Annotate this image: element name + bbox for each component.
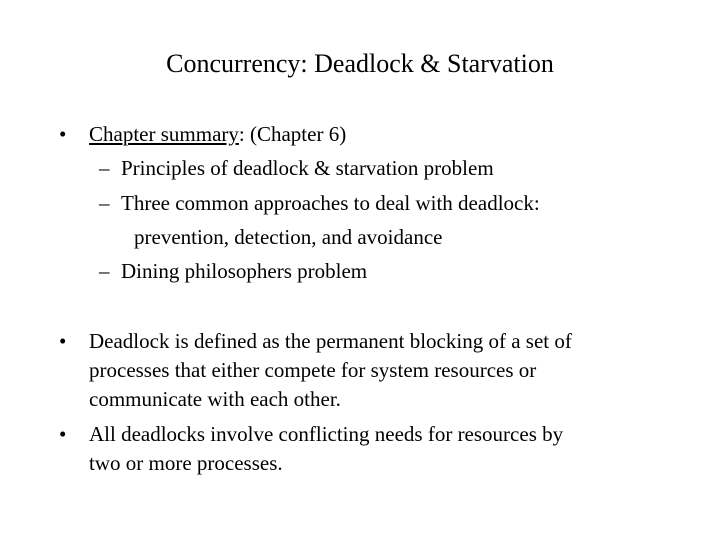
sub-bullet-marker: – bbox=[99, 259, 110, 283]
deadlock-definition-line-2: processes that either compete for system resources or bbox=[89, 358, 537, 382]
all-deadlocks-line-2: two or more processes. bbox=[89, 451, 283, 475]
subitem-principles: Principles of deadlock & starvation problem bbox=[121, 156, 494, 180]
chapter-summary-line bbox=[89, 121, 346, 147]
chapter-summary-suffix: : (Chapter 6) bbox=[238, 122, 347, 146]
slide-title: Concurrency: Deadlock & Starvation bbox=[166, 49, 554, 78]
subitem-approaches-continued: prevention, detection, and avoidance bbox=[134, 225, 443, 249]
deadlock-definition-line-1: Deadlock is defined as the permanent blocking of a set of bbox=[89, 329, 572, 353]
bullet-marker: • bbox=[59, 122, 67, 146]
all-deadlocks-line-1: All deadlocks involve conflicting needs for resources by bbox=[89, 422, 564, 446]
sub-bullet-marker: – bbox=[99, 156, 110, 180]
bullet-marker: • bbox=[59, 422, 67, 446]
sub-bullet-marker: – bbox=[99, 191, 110, 215]
subitem-dining-philosophers: Dining philosophers problem bbox=[121, 259, 368, 283]
chapter-summary-label: Chapter summary bbox=[89, 122, 239, 146]
deadlock-definition-line-3: communicate with each other. bbox=[89, 387, 341, 411]
bullet-marker: • bbox=[59, 329, 67, 353]
subitem-approaches: Three common approaches to deal with deadlock: bbox=[121, 191, 540, 215]
